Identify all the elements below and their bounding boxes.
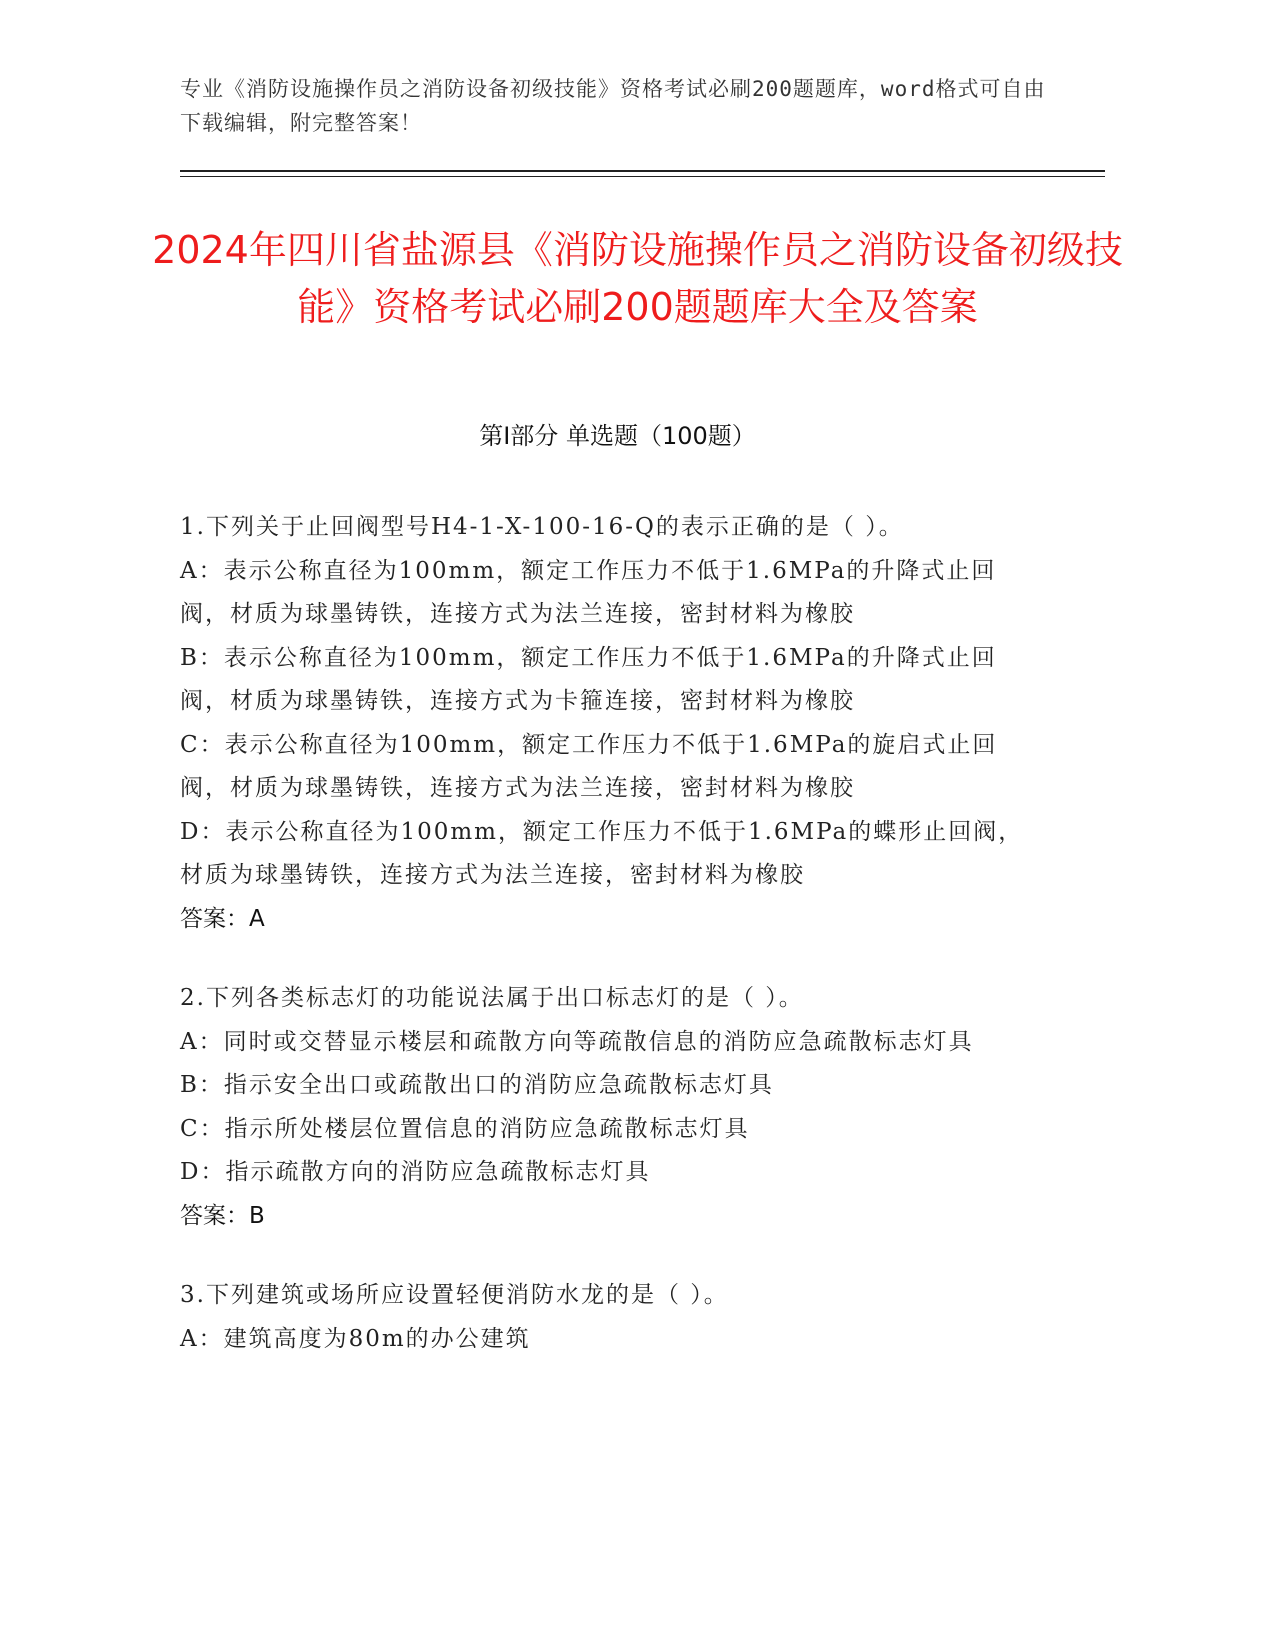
document-title: 2024年四川省盐源县《消防设施操作员之消防设备初级技能》资格考试必刷200题题库大全及答案 [152, 228, 1123, 329]
option-a: A：表示公称直径为100mm，额定工作压力不低于1.6MPa的升降式止回阀，材质为球墨铸铁，连接方式为法兰连接，密封材料为橡胶 [180, 557, 997, 627]
header-note: 专业《消防设施操作员之消防设备初级技能》资格考试必刷200题题库，word格式可自由下载编辑，附完整答案！ [180, 77, 1046, 135]
option-d: D：表示公称直径为100mm，额定工作压力不低于1.6MPa的蝶形止回阀，材质为球墨铸铁，连接方式为法兰连接，密封材料为橡胶 [180, 818, 1024, 888]
question-list [180, 506, 1040, 1397]
option-b: B：表示公称直径为100mm，额定工作压力不低于1.6MPa的升降式止回阀，材质为球墨铸铁，连接方式为卡箍连接，密封材料为橡胶 [180, 644, 997, 714]
option-c: C：表示公称直径为100mm，额定工作压力不低于1.6MPa的旋启式止回阀，材质为球墨铸铁，连接方式为法兰连接，密封材料为橡胶 [180, 731, 998, 801]
answer: 答案：B [180, 1202, 265, 1229]
question-stem: 1.下列关于止回阀型号H4-1-X-100-16-Q的表示正确的是（ ）。 [180, 514, 904, 540]
question-1 [180, 506, 1040, 941]
answer: 答案：A [180, 905, 265, 932]
question-3 [180, 1274, 1040, 1361]
option-c: C：指示所处楼层位置信息的消防应急疏散标志灯具 [180, 1115, 750, 1142]
section-title: 第I部分 单选题（100题） [479, 422, 756, 450]
option-a: A：建筑高度为80m的办公建筑 [180, 1325, 531, 1352]
question-stem: 3.下列建筑或场所应设置轻便消防水龙的是（ ）。 [180, 1282, 729, 1308]
option-a: A：同时或交替显示楼层和疏散方向等疏散信息的消防应急疏散标志灯具 [180, 1028, 974, 1055]
question-2 [180, 977, 1040, 1238]
question-stem: 2.下列各类标志灯的功能说法属于出口标志灯的是（ ）。 [180, 985, 804, 1011]
option-d: D：指示疏散方向的消防应急疏散标志灯具 [180, 1159, 651, 1185]
header-rule-thick [180, 170, 1105, 172]
option-b: B：指示安全出口或疏散出口的消防应急疏散标志灯具 [180, 1072, 774, 1098]
header-rule-thin [180, 176, 1105, 177]
